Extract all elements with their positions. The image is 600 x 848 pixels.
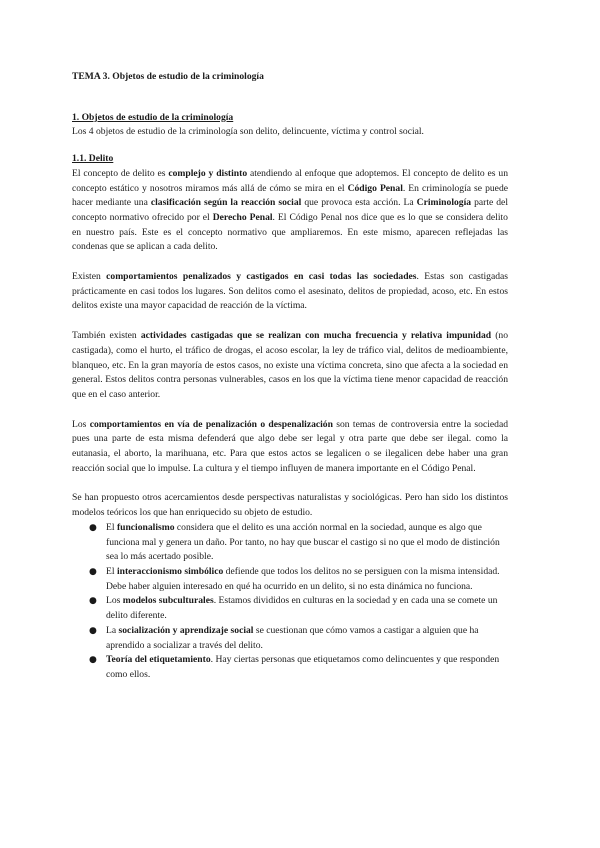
text-run: . Estamos divididos en culturas en la sociedad y en cada una se comete un delito diferente. xyxy=(106,595,498,622)
list-item xyxy=(72,653,508,682)
bold-term: modelos subculturales xyxy=(122,595,214,607)
bullet-icon: ● xyxy=(89,566,97,577)
text-run: atendiendo al enfoque que adoptemos. El concepto de delito es un concepto estático y nosotros miramos más allá de cómo se mira en el xyxy=(72,167,508,194)
bold-term: interaccionismo simbólico xyxy=(116,565,224,577)
text-run: se cuestionan que cómo vamos a castigar a alguien que ha aprendido a socializar a través del delito. xyxy=(106,624,479,651)
section-1-heading: 1. Objetos de estudio de la criminología xyxy=(72,111,234,123)
bullet-icon: ● xyxy=(89,596,97,607)
text-run: (no castigada), como el hurto, el tráfico de drogas, el acoso escolar, la ley de tráfico vial, delitos de medioambiente, blanqueo, etc. En la gran mayoría de estos casos, no existe una víctima concreta, sino que afecta a la sociedad en general. Estos delitos contra personas vulnerables, casos en los que la víctima tiene menor capacidad de reacción que en el caso anterior. xyxy=(72,330,508,400)
text-run: . Hay ciertas personas que etiquetamos como delincuentes y que responden como ellos. xyxy=(106,654,500,680)
list-item xyxy=(72,565,508,594)
bold-term: socialización y aprendizaje social xyxy=(118,624,254,636)
text-run: defiende que todos los delitos no se persiguen con la misma intensidad. Debe haber alguien interesado en qué ha ocurrido en un delito, si no esta dinámica no funciona. xyxy=(106,565,500,592)
bullet-icon: ● xyxy=(89,522,97,533)
paragraph xyxy=(72,418,508,477)
text-run: son temas de controversia entre la sociedad pues una parte de esta misma defenderá que algo debe ser legal y otra parte que debe ser ilegal. como la eutanasia, el aborto, la marihuana, etc. Para que estos actos se legalicen o se ilegalicen debe haber una gran reacción social que lo impulse. La cultura y el tiempo influyen de manera importante en el Código Penal. xyxy=(72,418,508,474)
document-title: TEMA 3. Objetos de estudio de la criminología xyxy=(72,71,264,82)
text-run: El xyxy=(106,521,117,533)
bold-term: Código Penal xyxy=(347,182,403,194)
text-run: El xyxy=(106,565,117,577)
bold-term: Derecho Penal xyxy=(212,211,273,223)
paragraph xyxy=(72,167,508,255)
text-run: que provoca esta acción. La xyxy=(301,197,417,209)
paragraph xyxy=(72,329,508,403)
text-run: La xyxy=(106,624,119,636)
bold-term: actividades castigadas que se realizan con mucha frecuencia y relativa impunidad xyxy=(140,330,492,342)
text-run: También existen xyxy=(72,330,141,342)
document-page xyxy=(72,70,508,683)
bold-term: comportamientos penalizados y castigados en casi todas las sociedades xyxy=(106,271,417,283)
bold-term: Teoría del etiquetamiento xyxy=(106,654,211,666)
bold-term: comportamientos en vía de penalización o despenalización xyxy=(89,418,333,430)
text-run: Los xyxy=(72,418,90,430)
bullet-icon: ● xyxy=(89,655,97,666)
text-run: . En criminología se puede hacer mediante una xyxy=(72,182,508,209)
paragraph xyxy=(72,270,508,314)
bold-term: funcionalismo xyxy=(116,521,175,533)
bold-term: clasificación según la reacción social xyxy=(150,197,302,209)
theory-list xyxy=(72,521,508,683)
list-item-text xyxy=(106,654,499,680)
text-run: . Estas son castigadas prácticamente en casi todos los lugares. Son delitos como el asesinato, delitos de propiedad, acoso, etc. En estos delitos existe una mayor capacidad de reacción de la víctima. xyxy=(72,271,508,312)
paragraph xyxy=(72,491,508,520)
list-item-text xyxy=(106,566,500,592)
text-run: El concepto de delito es xyxy=(72,167,169,179)
list-item-text xyxy=(106,625,479,651)
section-1-1-heading: 1.1. Delito xyxy=(72,153,114,165)
bold-term: complejo y distinto xyxy=(168,167,248,179)
text-run: Se han propuesto otros acercamientos desde perspectivas naturalistas y sociológicas. Pero han sido los distintos modelos teóricos los que han enriquecido su objeto de estudio. xyxy=(72,492,508,519)
list-item xyxy=(72,594,508,623)
list-item-text xyxy=(106,522,500,562)
text-run: Existen xyxy=(72,271,107,283)
list-item xyxy=(72,521,508,565)
list-item-text xyxy=(106,595,497,621)
bold-term: Criminología xyxy=(416,197,472,209)
text-run: parte del concepto normativo ofrecido por el xyxy=(72,197,508,223)
bullet-icon: ● xyxy=(89,625,97,636)
text-run: Los xyxy=(106,595,123,607)
list-item xyxy=(72,624,508,653)
text-run: . El Código Penal nos dice que es lo que se considera delito en nuestro país. Este es el concepto normativo que ampliaremos. En este mismo, aparecen reflejadas las condenas que se aplican a cada delito. xyxy=(72,211,508,253)
text-run: considera que el delito es una acción normal en la sociedad, aunque es algo que funciona mal y genera un daño. Por tanto, no hay que buscar el castigo si no que el modo de distinción sea lo más acertado posible. xyxy=(106,521,500,563)
section-1-intro: Los 4 objetos de estudio de la criminología son delito, delincuente, víctima y control social. xyxy=(72,126,424,138)
